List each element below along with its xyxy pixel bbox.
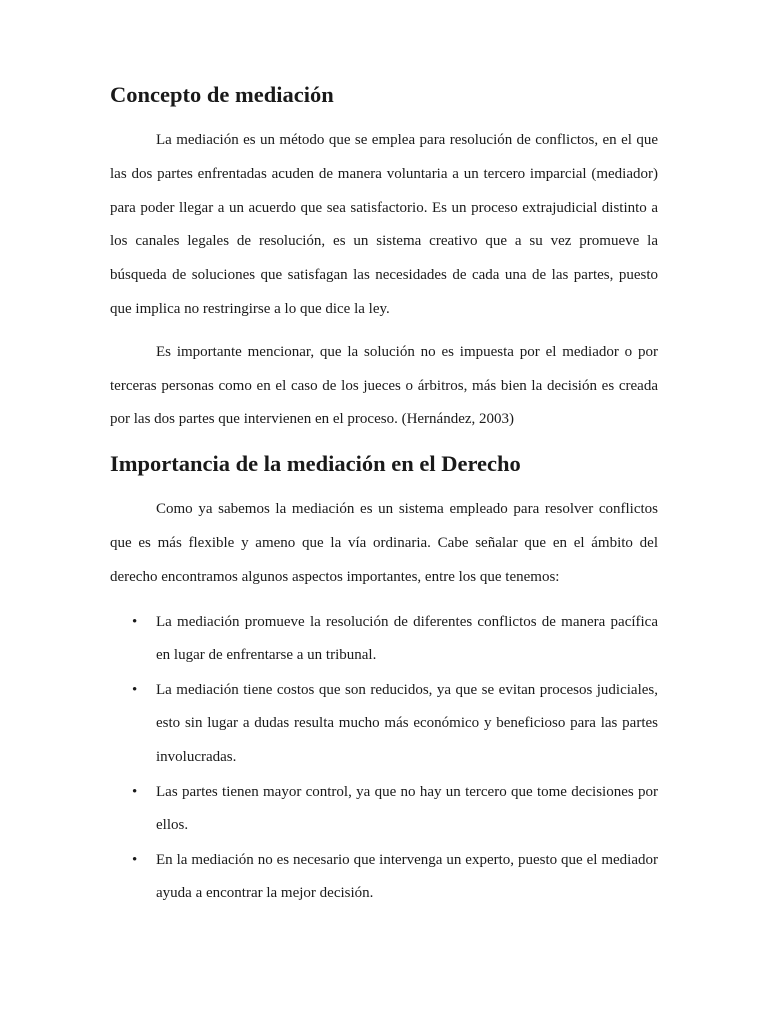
bullet-icon: • bbox=[132, 851, 138, 868]
bullet-item bbox=[110, 776, 658, 844]
bullet-text: La mediación promueve la resolución de diferentes conflictos de manera pacífica en lugar de enfrentarse a un tribunal. bbox=[156, 613, 658, 664]
paragraph-definition: La mediación es un método que se emplea para resolución de conflictos, en el que las dos partes enfrentadas acuden de manera voluntaria a un tercero imparcial (mediador) para poder llegar a un acuerdo que sea satisfactorio. Es un proceso extrajudicial distinto a los canales legales de resolución, es un sistema creativo que a su vez promueve la búsqueda de soluciones que satisfagan las necesidades de cada una de las partes, puesto que implica no restringirse a lo que dice la ley. bbox=[110, 132, 658, 317]
paragraph-intro: Como ya sabemos la mediación es un sistema empleado para resolver conflictos que es más flexible y ameno que la vía ordinaria. Cabe señalar que en el ámbito del derecho encontramos algunos aspectos importantes, entre los que tenemos: bbox=[110, 501, 658, 585]
bullet-item bbox=[110, 606, 658, 674]
bullet-item bbox=[110, 844, 658, 912]
section-heading-importancia: Importancia de la mediación en el Derecho bbox=[110, 451, 521, 477]
bullet-icon: • bbox=[132, 613, 138, 630]
bullet-icon: • bbox=[132, 783, 138, 800]
bullet-text: En la mediación no es necesario que intervenga un experto, puesto que el mediador ayuda a encontrar la mejor decisión. bbox=[156, 851, 658, 902]
paragraph-solution: Es importante mencionar, que la solución no es impuesta por el mediador o por terceras personas como en el caso de los jueces o árbitros, más bien la decisión es creada por las dos partes que intervienen en el proceso. (Hernández, 2003) bbox=[110, 343, 658, 428]
bullet-list bbox=[110, 606, 658, 912]
bullet-icon: • bbox=[132, 681, 138, 698]
bullet-text: La mediación tiene costos que son reducidos, ya que se evitan procesos judiciales, esto sin lugar a dudas resulta mucho más económico y beneficioso para las partes involucradas. bbox=[156, 681, 658, 766]
section-heading-concepto: Concepto de mediación bbox=[110, 82, 334, 107]
bullet-text: Las partes tienen mayor control, ya que no hay un tercero que tome decisiones por ellos. bbox=[156, 783, 658, 834]
bullet-item bbox=[110, 674, 658, 775]
